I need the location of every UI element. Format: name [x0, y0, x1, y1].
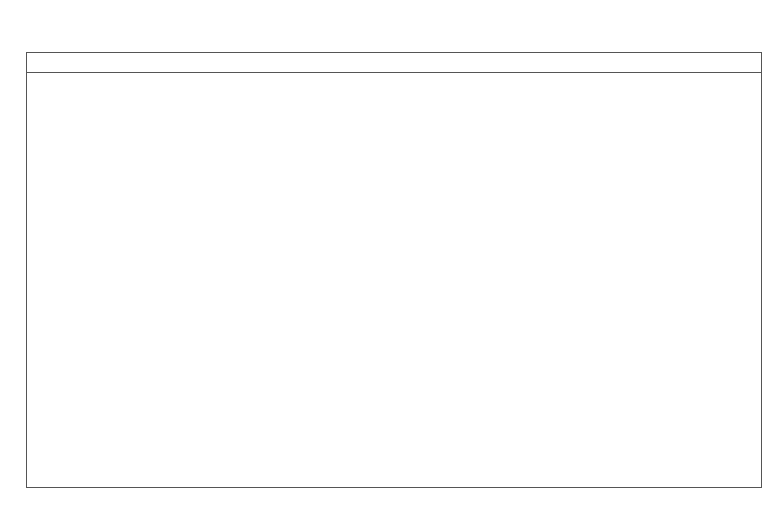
weekday-header-row: [27, 53, 761, 73]
calendar-grid: [26, 52, 762, 488]
clinic-header: [452, 14, 470, 36]
